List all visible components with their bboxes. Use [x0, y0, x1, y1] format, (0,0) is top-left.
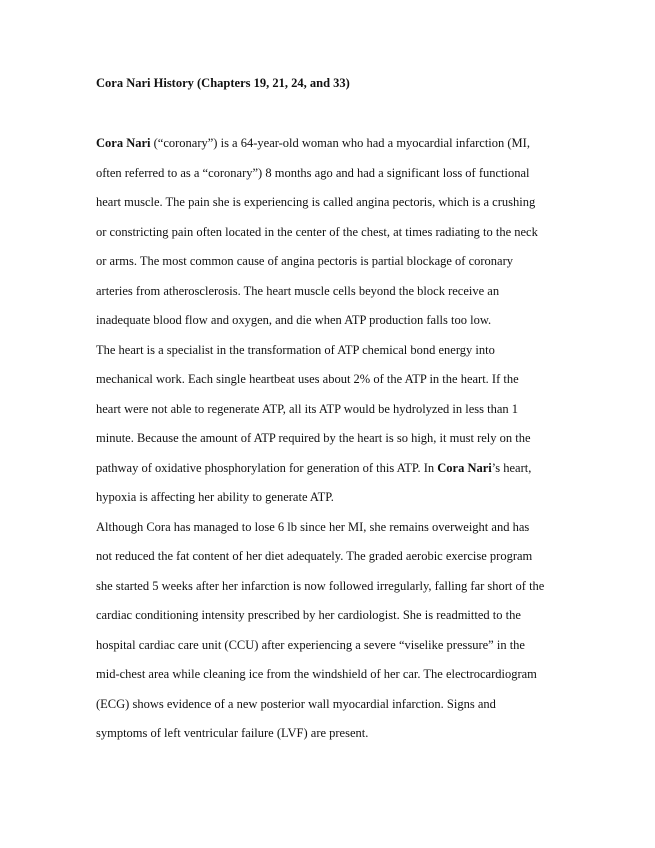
- text-line: [96, 461, 531, 476]
- text-line: (ECG) shows evidence of a new posterior wall myocardial infarction. Signs and: [96, 697, 496, 711]
- text-span: (“coronary”) is a 64-year-old woman who had a myocardial infarction (MI,: [150, 136, 530, 150]
- text-line: mechanical work. Each single heartbeat uses about 2% of the ATP in the heart. If the: [96, 372, 519, 386]
- text-span: ’s heart,: [491, 461, 532, 475]
- text-line: often referred to as a “coronary”) 8 months ago and had a significant loss of functional: [96, 166, 530, 180]
- text-line: heart muscle. The pain she is experiencing is called angina pectoris, which is a crushing: [96, 195, 536, 209]
- text-line: heart were not able to regenerate ATP, all its ATP would be hydrolyzed in less than 1: [96, 402, 519, 416]
- text-line: hospital cardiac care unit (CCU) after experiencing a severe “viselike pressure” in the: [96, 638, 525, 652]
- patient-name-bold: Cora Nari: [96, 136, 151, 150]
- text-line: inadequate blood flow and oxygen, and die when ATP production falls too low.: [96, 313, 492, 327]
- text-line: or arms. The most common cause of angina pectoris is partial blockage of coronary: [96, 254, 513, 268]
- text-line: or constricting pain often located in the center of the chest, at times radiating to the neck: [96, 225, 538, 239]
- text-line: hypoxia is affecting her ability to generate ATP.: [96, 490, 334, 504]
- text-line: cardiac conditioning intensity prescribed by her cardiologist. She is readmitted to the: [96, 608, 521, 622]
- document-title: Cora Nari History (Chapters 19, 21, 24, and 33): [96, 76, 350, 90]
- text-line: symptoms of left ventricular failure (LVF) are present.: [96, 726, 369, 740]
- text-line: mid-chest area while cleaning ice from the windshield of her car. The electrocardiogram: [96, 667, 537, 681]
- text-line: arteries from atherosclerosis. The heart muscle cells beyond the block receive an: [96, 284, 500, 298]
- text-line: she started 5 weeks after her infarction is now followed irregularly, falling far short of the: [96, 579, 545, 593]
- text-line: not reduced the fat content of her diet adequately. The graded aerobic exercise program: [96, 549, 533, 563]
- text-line: [96, 136, 530, 151]
- text-span: pathway of oxidative phosphorylation for generation of this ATP. In: [96, 461, 438, 475]
- text-line: The heart is a specialist in the transformation of ATP chemical bond energy into: [96, 343, 495, 357]
- text-line: Although Cora has managed to lose 6 lb since her MI, she remains overweight and has: [96, 520, 530, 534]
- text-line: minute. Because the amount of ATP required by the heart is so high, it must rely on the: [96, 431, 531, 445]
- patient-name-bold: Cora Nari: [437, 461, 492, 475]
